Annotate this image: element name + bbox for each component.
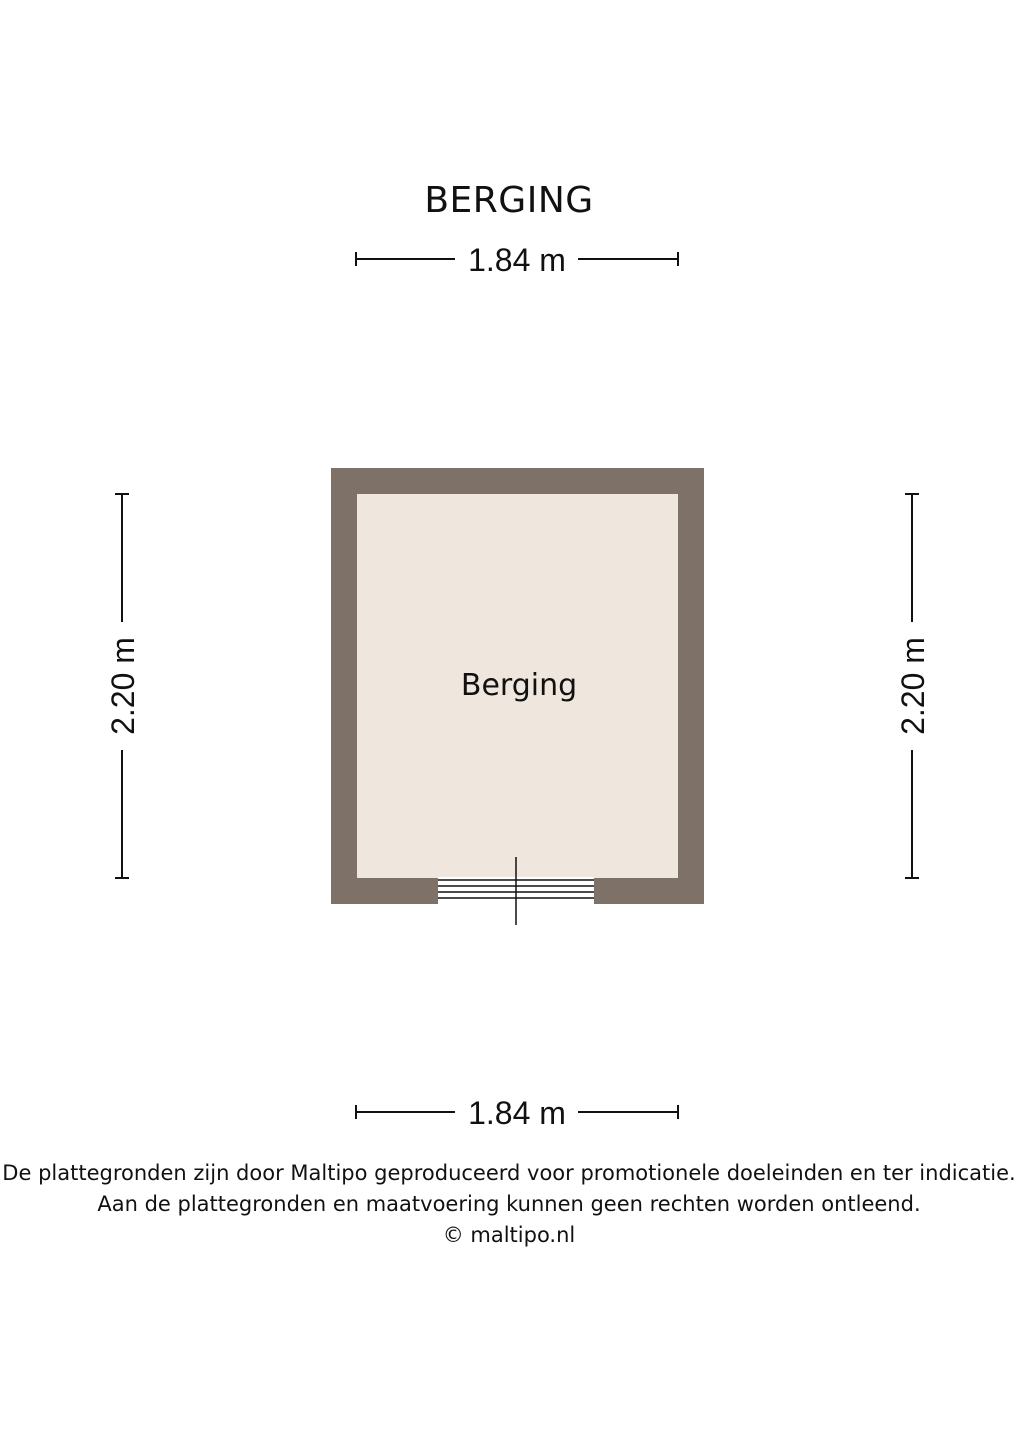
dimension-right — [895, 494, 931, 878]
dimension-left-label: 2.20 m — [105, 637, 141, 735]
plan-title: BERGING — [424, 180, 594, 221]
dimension-right-label: 2.20 m — [895, 637, 931, 735]
copyright: © maltipo.nl — [442, 1223, 576, 1247]
room-berging — [331, 468, 704, 925]
disclaimer — [0, 1158, 1018, 1251]
dimension-top-label: 1.84 m — [468, 242, 566, 278]
disclaimer-line-2: Aan de plattegronden en maatvoering kunnen geen rechten worden ontleend. — [97, 1192, 921, 1216]
dimension-bottom — [356, 1095, 678, 1131]
disclaimer-line-1: De plattegronden zijn door Maltipo geproduceerd voor promotionele doeleinden en ter indicatie. — [2, 1161, 1016, 1185]
dimension-top — [356, 242, 678, 278]
dimension-bottom-label: 1.84 m — [468, 1095, 566, 1131]
dimension-left — [105, 494, 141, 878]
room-label: Berging — [460, 668, 578, 703]
